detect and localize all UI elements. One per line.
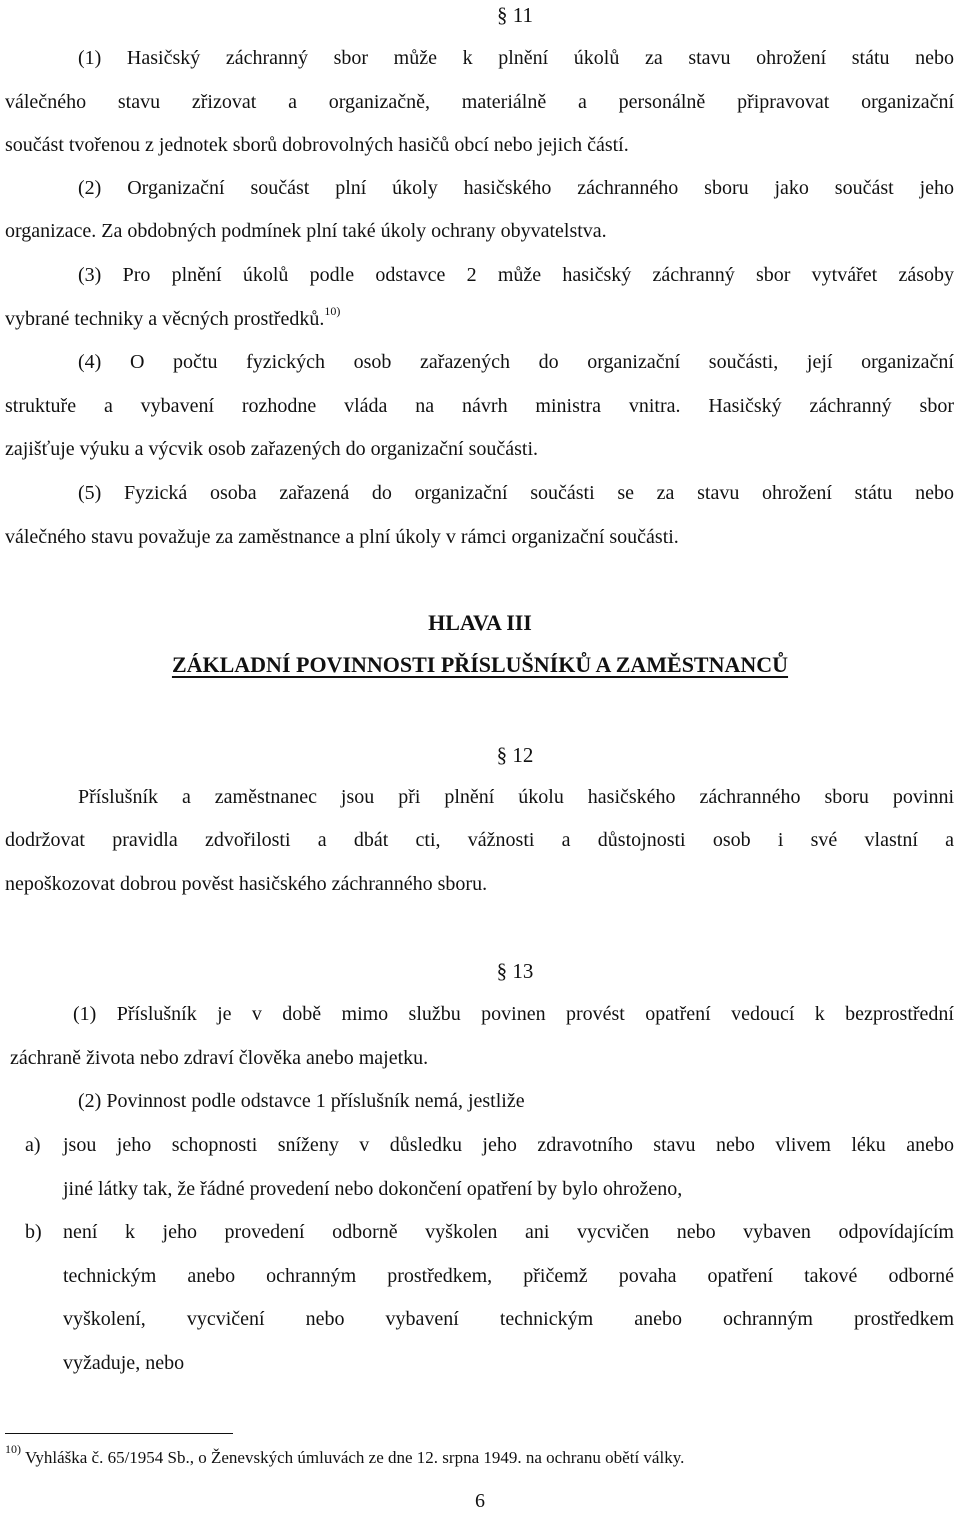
s11-p3-line2-text: vybrané techniky a věcných prostředků. (5, 308, 325, 330)
s11-p3-line1: (3) Pro plnění úkolů podle odstavce 2 může hasičský záchranný sbor vytvářet zásoby (78, 264, 954, 286)
list-item-a-line2: jiné látky tak, že řádné provedení nebo dokončení opatření by bylo ohroženo, (63, 1178, 683, 1200)
list-item-b-line4: vyžaduje, nebo (63, 1352, 185, 1374)
s11-p1-line3: součást tvořenou z jednotek sborů dobrovolných hasičů obcí nebo jejich částí. (5, 134, 629, 156)
chapter-number: HLAVA III (428, 610, 532, 635)
page-number: 6 (475, 1490, 485, 1512)
footnote (5, 1442, 685, 1470)
s13-p1-line1: (1) Příslušník je v době mimo službu povinen provést opatření vedoucí k bezprostřední (73, 1003, 954, 1025)
s11-p2-line2: organizace. Za obdobných podmínek plní také úkoly ochrany obyvatelstva. (5, 220, 607, 242)
s12-p1-line1: Příslušník a zaměstnanec jsou při plnění úkolu hasičského záchranného sboru povinni (78, 786, 954, 808)
list-item-a-label: a) (25, 1134, 41, 1156)
list-item-b-line1: není k jeho provedení odborně vyškolen ani vycvičen nebo vybaven odpovídajícím (63, 1221, 954, 1243)
s11-p1-line2: válečného stavu zřizovat a organizačně, materiálně a personálně připravovat organizační (5, 91, 954, 113)
s11-p4-line3: zajišťuje výuku a výcvik osob zařazených do organizační součásti. (5, 438, 538, 460)
list-item-b-line3: vyškolení, vycvičení nebo vybavení technickým anebo ochranným prostředkem (63, 1308, 954, 1330)
section-12-title: § 12 (496, 743, 534, 767)
s11-p2-line1: (2) Organizační součást plní úkoly hasičského záchranného sboru jako součást jeho (78, 177, 954, 199)
s12-p1-line3: nepoškozovat dobrou pověst hasičského záchranného sboru. (5, 873, 488, 895)
list-item-b-label: b) (25, 1221, 42, 1243)
footnote-ref-10: 10) (324, 304, 341, 318)
s11-p1-line1: (1) Hasičský záchranný sbor může k plnění úkolů za stavu ohrožení státu nebo (78, 47, 954, 69)
list-item-b-line2: technickým anebo ochranným prostředkem, přičemž povaha opatření takové odborné (63, 1265, 954, 1287)
s11-p5-line1: (5) Fyzická osoba zařazená do organizační součásti se za stavu ohrožení státu nebo (78, 482, 954, 504)
list-item-a-line1: jsou jeho schopnosti sníženy v důsledku jeho zdravotního stavu nebo vlivem léku anebo (63, 1134, 954, 1156)
section-11-title: § 11 (497, 3, 533, 27)
footnote-marker: 10) (5, 1442, 21, 1456)
section-13-title: § 13 (496, 959, 534, 983)
s11-p3-line2 (5, 297, 960, 341)
s13-p1-line2: záchraně života nebo zdraví člověka anebo majetku. (10, 1047, 429, 1069)
s11-p4-line2: struktuře a vybavení rozhodne vláda na návrh ministra vnitra. Hasičský záchranný sbor (5, 395, 954, 417)
chapter-title: ZÁKLADNÍ POVINNOSTI PŘÍSLUŠNÍKŮ A ZAMĚSTNANCŮ (171, 652, 789, 677)
footnote-divider (5, 1433, 233, 1434)
s12-p1-line2: dodržovat pravidla zdvořilosti a dbát cti, vážnosti a důstojnosti osob i své vlastní a (5, 829, 954, 851)
s13-p2-line: (2) Povinnost podle odstavce 1 příslušník nemá, jestliže (78, 1090, 525, 1112)
footnote-text: Vyhláška č. 65/1954 Sb., o Ženevských úmluvách ze dne 12. srpna 1949. na ochranu obětí války. (24, 1448, 685, 1467)
s11-p4-line1: (4) O počtu fyzických osob zařazených do organizační součásti, její organizační (78, 351, 954, 373)
s11-p5-line2: válečného stavu považuje za zaměstnance a plní úkoly v rámci organizační součásti. (5, 526, 679, 548)
